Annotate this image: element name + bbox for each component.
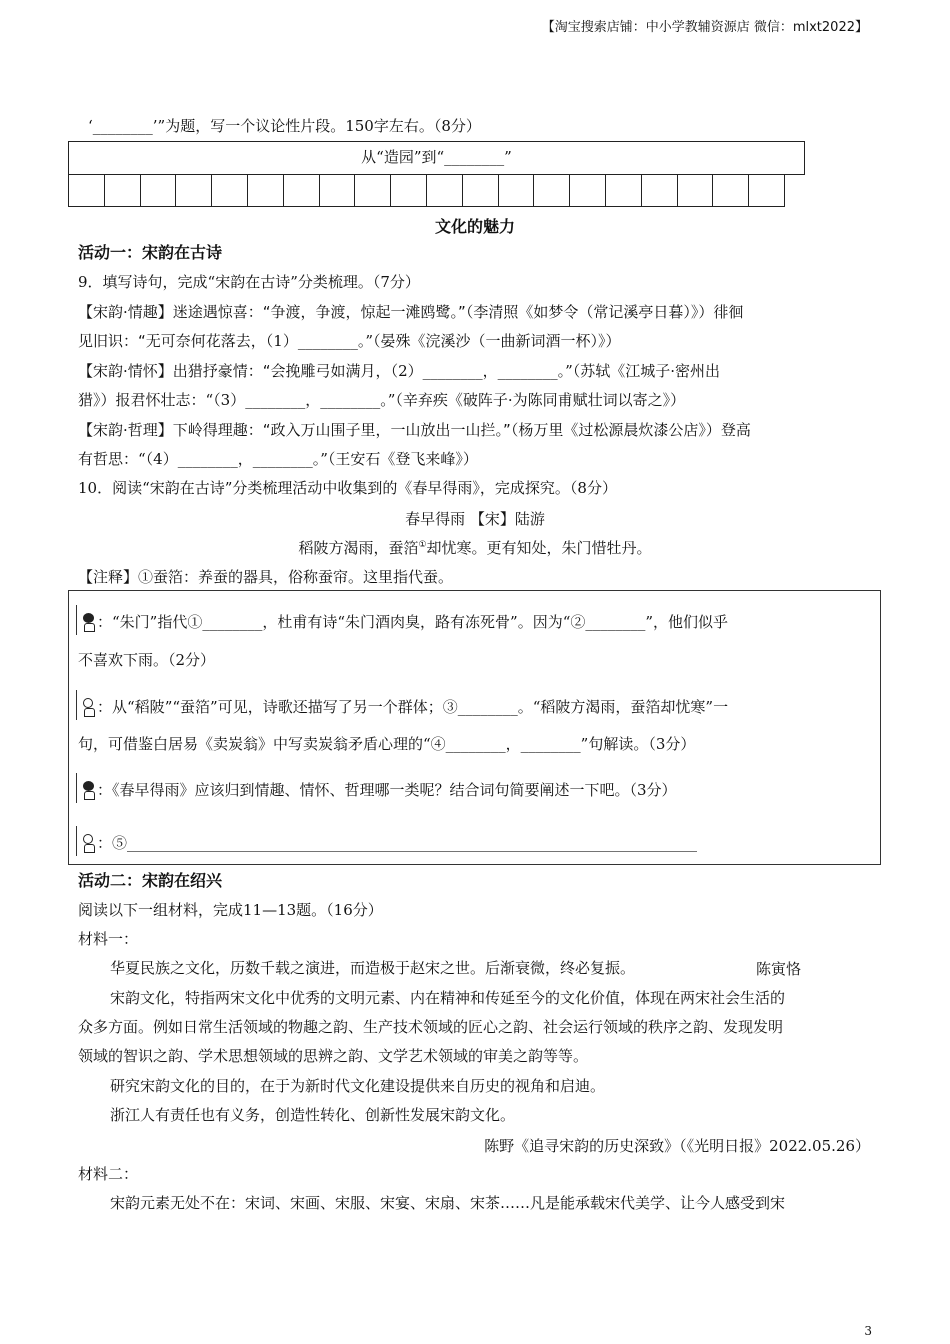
q9-line-2 bbox=[78, 331, 621, 351]
divider bbox=[76, 826, 77, 856]
grid-cell bbox=[463, 174, 499, 207]
text: ”。因为“②________”，他们似乎 bbox=[510, 613, 729, 631]
divider bbox=[76, 605, 77, 635]
poem-quote: “争渡，争渡，惊起一滩鸥鹭。” bbox=[262, 303, 466, 321]
student-b-icon bbox=[81, 834, 97, 852]
material-1-p4: 浙江人有责任也有义务，创造性转化、创新性发展宋韵文化。 bbox=[110, 1106, 516, 1124]
text: ”“ bbox=[164, 698, 181, 716]
grid-cell bbox=[320, 174, 356, 207]
text: 【宋韵·哲理】下岭得理趣： bbox=[78, 421, 263, 439]
grid-cell bbox=[427, 174, 463, 207]
poem-line: 稻陂方渴雨，蚕箔 bbox=[298, 539, 419, 557]
dialog-line-2b: 句，可借鉴白居易《卖炭翁》中写卖炭翁矛盾心理的“④________，________”句解读。（3分） bbox=[78, 735, 696, 753]
material-1-p2: 宋韵文化，特指两宋文化中优秀的文明元素、内在精神和传延至今的文化价值，体现在两宋社会生活的 bbox=[110, 989, 786, 1007]
footnote-marker: ① bbox=[418, 540, 427, 550]
text: 【宋韵·情趣】迷途遇惊喜： bbox=[78, 303, 263, 321]
grid-cell bbox=[642, 174, 678, 207]
grid-cell bbox=[570, 174, 606, 207]
material-1-author: 陈寅恪 bbox=[756, 960, 802, 978]
page-header: 【淘宝搜索店铺：中小学教辅资源店 微信：mlxt2022】 bbox=[541, 20, 868, 35]
grid-cell bbox=[606, 174, 642, 207]
poem-quote: 朱门酒肉臭，路有冻死骨 bbox=[345, 613, 511, 631]
text: （李清照《如梦令（常记溪亭日暮）》）徘徊 bbox=[465, 303, 744, 321]
grid-cell bbox=[176, 174, 212, 207]
poem-note: 【注释】①蚕箔：养蚕的器具，俗称蚕帘。这里指代蚕。 bbox=[78, 568, 454, 586]
dialog-line-1b: 不喜欢下雨。（2分） bbox=[78, 651, 216, 669]
q9-line-3 bbox=[78, 361, 720, 381]
dialog-line-3 bbox=[76, 773, 677, 803]
grid-cell bbox=[355, 174, 391, 207]
grid-cell bbox=[749, 174, 785, 207]
grid-cell bbox=[69, 174, 105, 207]
text: （2）________，________。”（苏轼《江城子·密州出 bbox=[390, 362, 721, 380]
poem-quote: “会挽雕弓如满月， bbox=[262, 362, 391, 380]
text: （杨万里《过松源晨炊漆公店》）登高 bbox=[510, 421, 751, 439]
text: （1）________。”（晏殊《浣溪沙（一曲新词酒一杯）》） bbox=[265, 332, 621, 350]
material-1-p2-cont: 领域的智识之韵、学术思想领域的思辨之韵、文学艺术领域的审美之韵等等。 bbox=[78, 1047, 589, 1065]
student-b-icon bbox=[81, 698, 97, 716]
page-number: 3 bbox=[864, 1324, 872, 1338]
grid-cell bbox=[391, 174, 427, 207]
grid-cell bbox=[284, 174, 320, 207]
material-1-source: 陈野《追寻宋韵的历史深致》（《光明日报》2022.05.26） bbox=[484, 1137, 870, 1155]
material-1-label: 材料一： bbox=[78, 930, 139, 948]
dialog-line-4 bbox=[76, 826, 697, 856]
activity1-heading: 活动一：宋韵在古诗 bbox=[78, 243, 223, 262]
answer-blank: ：⑤____________________________________________________________________________ bbox=[97, 834, 698, 852]
material-2-label: 材料二： bbox=[78, 1165, 139, 1183]
poem-quote: “政入万山围子里，一山放出一山拦。” bbox=[262, 421, 511, 439]
poem-quote: 蚕箔 bbox=[180, 698, 211, 716]
text: ：从“ bbox=[97, 698, 135, 716]
divider bbox=[76, 690, 77, 720]
text: 见旧识： bbox=[78, 332, 139, 350]
material-1-p2-cont: 众多方面。例如日常生活领域的物趣之韵、生产技术领域的匠心之韵、社会运行领域的秩序之韵、发现发明 bbox=[78, 1018, 784, 1036]
q10: 10．阅读“宋韵在古诗”分类梳理活动中收集到的《春早得雨》，完成探究。（8分） bbox=[78, 479, 617, 497]
text: ：“朱门”指代①________，杜甫有诗“ bbox=[97, 613, 346, 631]
poem-line: 却忧寒。更有知处，朱门惜牡丹。 bbox=[426, 539, 652, 557]
text: ：《春早得雨》应该归到情趣、情怀、哲理哪一类呢？结合词句简要阐述一下吧。（3分） bbox=[97, 781, 677, 799]
dialog-line-2 bbox=[76, 690, 728, 720]
student-a-icon bbox=[81, 781, 97, 799]
essay-prompt: ‘________’”为题，写一个议论性片段。150字左右。（8分） bbox=[88, 117, 481, 135]
poem-title: 春早得雨 【宋】陆游 bbox=[405, 510, 545, 528]
grid-cell bbox=[212, 174, 248, 207]
q9: 9．填写诗句，完成“宋韵在古诗”分类梳理。（7分） bbox=[78, 273, 420, 291]
material-1-p3: 研究宋韵文化的目的，在于为新时代文化建设提供来自历史的视角和启迪。 bbox=[110, 1077, 606, 1095]
poem-quote: 稻陂 bbox=[134, 698, 165, 716]
material-1-p1: 华夏民族之文化，历数千载之演进，而造极于赵宋之世。后渐衰微，终必复振。 bbox=[110, 959, 636, 977]
activity2-heading: 活动二：宋韵在绍兴 bbox=[78, 871, 223, 890]
text: 【宋韵·情怀】出猎抒豪情： bbox=[78, 362, 263, 380]
grid-cell bbox=[248, 174, 284, 207]
poem-body bbox=[0, 537, 950, 558]
grid-row bbox=[68, 174, 785, 207]
q9-line-4: 猎》）报君怀壮志：“（3）________，________。”（辛弃疾《破阵子·为陈同甫赋壮词以寄之》） bbox=[78, 391, 686, 409]
q9-line-1 bbox=[78, 302, 743, 322]
grid-cell bbox=[713, 174, 749, 207]
grid-title: 从“造园”到“________” bbox=[68, 141, 805, 175]
q9-line-5 bbox=[78, 420, 751, 440]
grid-cell bbox=[105, 174, 141, 207]
grid-cell bbox=[141, 174, 177, 207]
text: ”一 bbox=[705, 698, 729, 716]
q9-line-6: 有哲思：“（4）________，________。”（王安石《登飞来峰》） bbox=[78, 450, 478, 468]
writing-grid bbox=[68, 141, 805, 208]
grid-cell bbox=[678, 174, 714, 207]
divider bbox=[76, 773, 77, 803]
section-title: 文化的魅力 bbox=[434, 217, 515, 236]
student-a-icon bbox=[81, 613, 97, 631]
material-2-p1: 宋韵元素无处不在：宋词、宋画、宋服、宋宴、宋扇、宋茶……凡是能承载宋代美学、让今人感受到宋 bbox=[110, 1194, 786, 1212]
activity2-intro: 阅读以下一组材料，完成11—13题。（16分） bbox=[78, 901, 383, 919]
poem-quote: 稻陂方渴雨，蚕箔却忧寒 bbox=[540, 698, 706, 716]
dialog-line-1 bbox=[76, 605, 728, 635]
text: ”可见，诗歌还描写了另一个群体；③________。“ bbox=[210, 698, 541, 716]
grid-cell bbox=[499, 174, 535, 207]
poem-quote: “无可奈何花落去， bbox=[138, 332, 266, 350]
grid-cell bbox=[534, 174, 570, 207]
